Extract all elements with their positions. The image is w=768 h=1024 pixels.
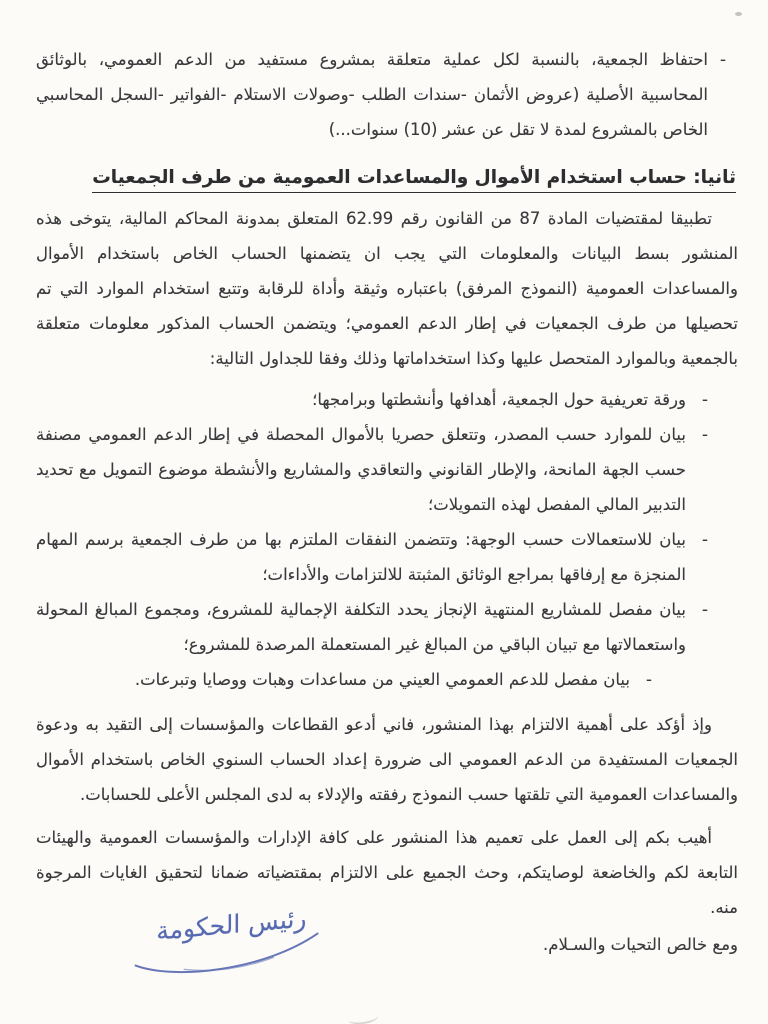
list-item [36, 592, 708, 662]
section-heading [36, 163, 736, 193]
signature-text: رئيس الحكومة [156, 903, 307, 946]
list-item-text: بيان للموارد حسب المصدر، وتتعلق حصريا بالأموال المحصلة في إطار الدعم العمومي مصنفة حسب الجهة المانحة، والإطار القانوني والتعاقدي والمشاريع والأنشطة موضوع التمويل مع تحديد التدبير المالي المفصل لهذه التمويلات؛ [36, 425, 686, 514]
paragraph-circulation-request: أهيب بكم إلى العمل على تعميم هذا المنشور على كافة الإدارات والمؤسسات العمومية والهيئات التابعة لكم والخاضعة لوصايتكم، وحث الجميع على الالتزام بمقتضياته ضمانا لتحقيق الغايات المرجوة منه. [36, 828, 738, 917]
dash-marker: - [702, 530, 708, 549]
bottom-scan-artifact [347, 1010, 378, 1024]
list-item [36, 417, 708, 522]
paragraph-commitment-call: وإذ أؤكد على أهمية الالتزام بهذا المنشور، فاني أدعو القطاعات والمؤسسات إلى التقيد به ودعوة الجمعيات المستفيدة من الدعم العمومي الى ضرورة إعداد الحساب السنوي الخاص باستخدام الأموال والمساعدات العمومية التي تلقتها حسب النموذج رفقته والإدلاء به لدى المجلس الأعلى للحسابات. [36, 715, 738, 804]
signature-flourish-icon [121, 922, 344, 985]
intro-bullet-item [36, 42, 738, 147]
dash-marker: - [702, 600, 708, 619]
dash-marker: - [702, 390, 708, 409]
list-item-text: بيان مفصل للمشاريع المنتهية الإنجاز يحدد التكلفة الإجمالية للمشروع، ومجموع المبالغ المحولة واستعمالاتها مع تبيان الباقي من المبالغ غير المستعملة المرصدة للمشروع؛ [36, 600, 686, 654]
dash-marker: - [702, 425, 708, 444]
list-item [36, 382, 708, 417]
scan-speck-icon [735, 12, 742, 16]
list-item [36, 662, 652, 697]
list-item-text: بيان مفصل للدعم العمومي العيني من مساعدات وهبات ووصايا وتبرعات. [134, 670, 630, 689]
list-item [36, 522, 708, 592]
intro-bullet-text: احتفاظ الجمعية، بالنسبة لكل عملية متعلقة بمشروع مستفيد من الدعم العمومي، بالوثائق المحاسبية الأصلية (عروض الأثمان -سندات الطلب -وصولات الاستلام -الفواتير -السجل المحاسبي الخاص بالمشروع لمدة لا تقل عن عشر (10) سنوات...) [36, 50, 709, 139]
statements-list [36, 382, 738, 697]
paragraph-legal-basis: تطبيقا لمقتضيات المادة 87 من القانون رقم 62.99 المتعلق بمدونة المحاكم المالية، يتوخى هذه المنشور بسط البيانات والمعلومات التي يجب ان يتضمنها الحساب الخاص باستخدام الأموال والمساعدات العمومية (النموذج المرفق) باعتباره وثيقة وأداة للرقابة وتتبع استخدام الموارد التي تم تحصيلها من طرف الجمعيات في إطار الدعم العمومي؛ ويتضمن الحساب المذكور معلومات متعلقة بالجمعية وبالموارد المتحصل عليها وكذا استخداماتها وذلك وفقا للجداول التالية: [36, 209, 738, 368]
dash-marker: - [720, 50, 726, 69]
list-item-text: بيان للاستعمالات حسب الوجهة: وتتضمن النفقات الملتزم بها من طرف الجمعية برسم المهام المنجزة مع إرفاقها بمراجع الوثائق المثبتة للالتزامات والأداءات؛ [36, 530, 686, 584]
dash-marker: - [646, 670, 652, 689]
closing-salutation: ومع خالص التحيات والسـلام. [542, 935, 738, 954]
list-item-text: ورقة تعريفية حول الجمعية، أهدافها وأنشطتها وبرامجها؛ [312, 390, 686, 409]
closing-row [36, 903, 738, 962]
section-heading-text: ثانيا: حساب استخدام الأموال والمساعدات العمومية من طرف الجمعيات [92, 167, 736, 193]
